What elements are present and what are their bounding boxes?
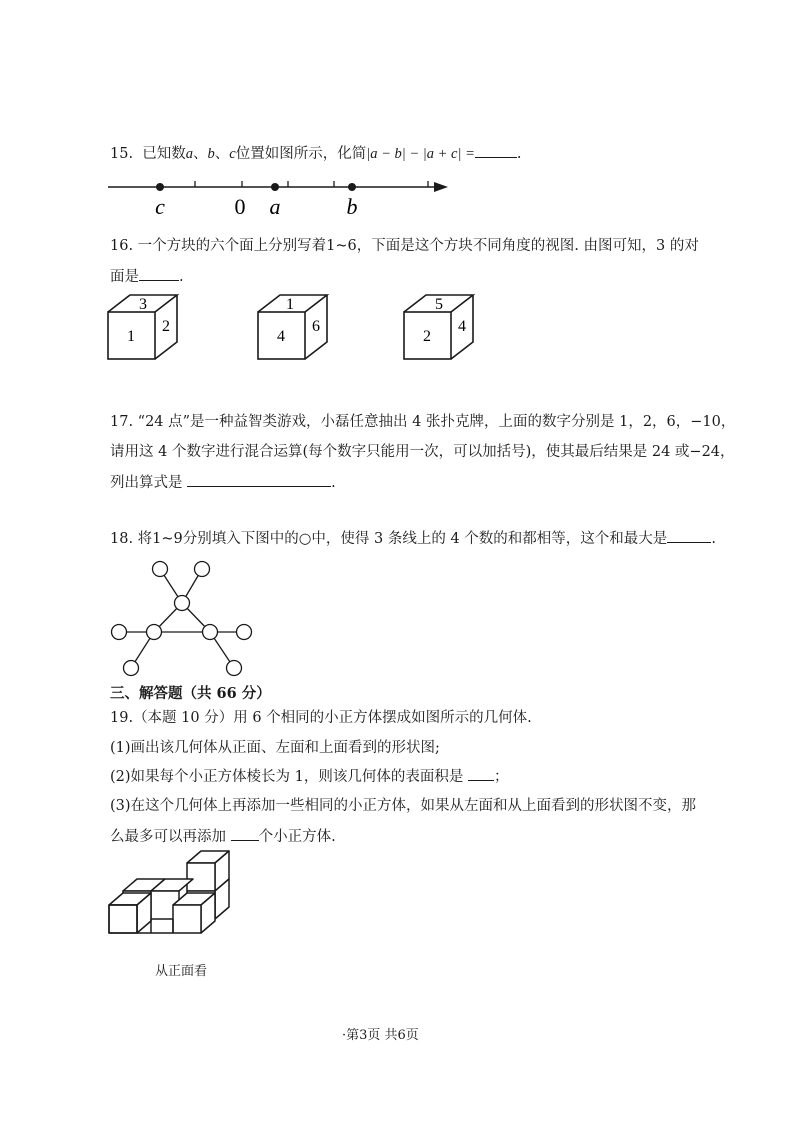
- q15-expression: |a − b| − |a + c| =: [366, 146, 475, 162]
- label-b: b: [346, 194, 358, 219]
- q18-number: 18.: [110, 531, 134, 547]
- cube-1-right: 2: [162, 318, 170, 335]
- label-zero: 0: [234, 194, 246, 219]
- q19-number: 19.: [110, 710, 134, 726]
- label-a: a: [269, 194, 281, 219]
- q17-line1: 17. “24 点”是一种益智类游戏，小磊任意抽出 4 张扑克牌，上面的数字分别是 1，2，6，−10，: [110, 414, 736, 430]
- q16-line2: 面是 .: [110, 266, 184, 287]
- q19-part3-line2: 么最多可以再添加 个小正方体.: [110, 826, 336, 847]
- cube-2-front: 4: [277, 328, 285, 345]
- cube-3-front: 2: [423, 328, 431, 345]
- q18-text: 18. 将1~9分别填入下图中的○中，使得 3 条线上的 4 个数的和都相等，这个和最大是 .: [110, 528, 716, 549]
- cube-2-top: 1: [286, 296, 294, 313]
- q19-part1: (1)画出该几何体从正面、左面和上面看到的形状图;: [110, 740, 440, 756]
- q16-number: 16.: [110, 238, 134, 254]
- q15-text: 15. 已知数a、b、c位置如图所示，化简|a − b| − |a + c| = .: [110, 143, 521, 164]
- page-footer: ·第3页 共6页: [342, 1028, 419, 1043]
- q17-number: 17.: [110, 414, 134, 430]
- q17-line3: 列出算式是 .: [110, 472, 336, 493]
- q19-part2: (2)如果每个小正方体棱长为 1，则该几何体的表面积是 ；: [110, 766, 508, 787]
- q16-line1: 16. 一个方块的六个面上分别写着1~6，下面是这个方块不同角度的视图. 由图可知，3 的对: [110, 238, 699, 254]
- section-title: 三、解答题（共 66 分）: [110, 685, 271, 702]
- q19-figure-caption: 从正面看: [155, 964, 208, 979]
- q19-part3-line1: (3)在这个几何体上再添加一些相同的小正方体，如果从左面和从上面看到的形状图不变，那: [110, 798, 697, 814]
- cube-1-top: 3: [139, 296, 147, 313]
- q17-line2: 请用这 4 个数字进行混合运算(每个数字只能用一次，可以加括号)，使其最后结果是 24 或−24，: [110, 444, 735, 460]
- cube-2-right: 6: [312, 318, 320, 335]
- q15-number: 15.: [110, 146, 134, 162]
- cube-3-right: 4: [458, 318, 466, 335]
- q19-header: 19.（本题 10 分）用 6 个相同的小正方体摆成如图所示的几何体.: [110, 710, 532, 726]
- cube-3-top: 5: [435, 296, 443, 313]
- cube-1-front: 1: [127, 328, 135, 345]
- label-c: c: [155, 194, 165, 219]
